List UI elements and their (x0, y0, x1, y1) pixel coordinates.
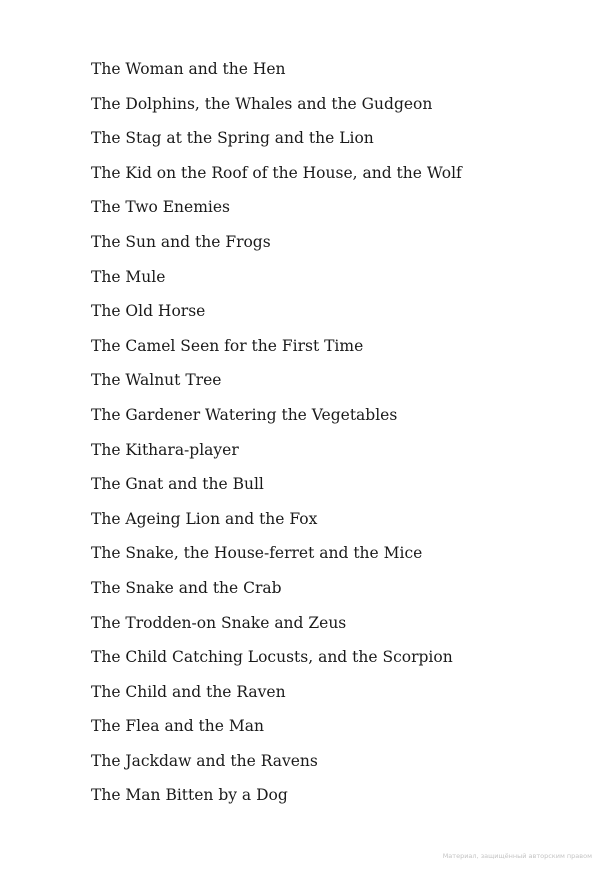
list-item: The Sun and the Frogs (91, 232, 271, 251)
list-item: The Trodden-on Snake and Zeus (91, 613, 347, 632)
list-item: The Gardener Watering the Vegetables (91, 405, 398, 424)
list-item: The Child and the Raven (91, 682, 286, 701)
list-item: The Jackdaw and the Ravens (91, 751, 318, 770)
fable-title-list (91, 58, 462, 819)
list-item: The Flea and the Man (91, 717, 264, 736)
list-item: The Snake, the House-ferret and the Mice (91, 544, 423, 563)
list-item: The Woman and the Hen (91, 60, 286, 78)
list-item: The Camel Seen for the First Time (91, 336, 364, 355)
list-item: The Walnut Tree (91, 371, 222, 390)
list-item: The Kid on the Roof of the House, and the Wolf (91, 163, 462, 182)
list-item: The Kithara-player (91, 440, 239, 459)
list-item: The Child Catching Locusts, and the Scorpion (91, 648, 453, 667)
list-item: The Old Horse (91, 302, 206, 321)
list-item: The Snake and the Crab (91, 578, 282, 597)
list-item: The Dolphins, the Whales and the Gudgeon (91, 94, 433, 113)
list-item: The Mule (91, 267, 166, 286)
list-item: The Two Enemies (91, 198, 230, 217)
list-item: The Gnat and the Bull (91, 475, 264, 494)
list-item: The Stag at the Spring and the Lion (91, 129, 374, 148)
list-item: The Ageing Lion and the Fox (91, 509, 318, 528)
copyright-watermark: Материал, защищённый авторским правом (442, 852, 592, 860)
list-item: The Man Bitten by a Dog (91, 786, 288, 805)
